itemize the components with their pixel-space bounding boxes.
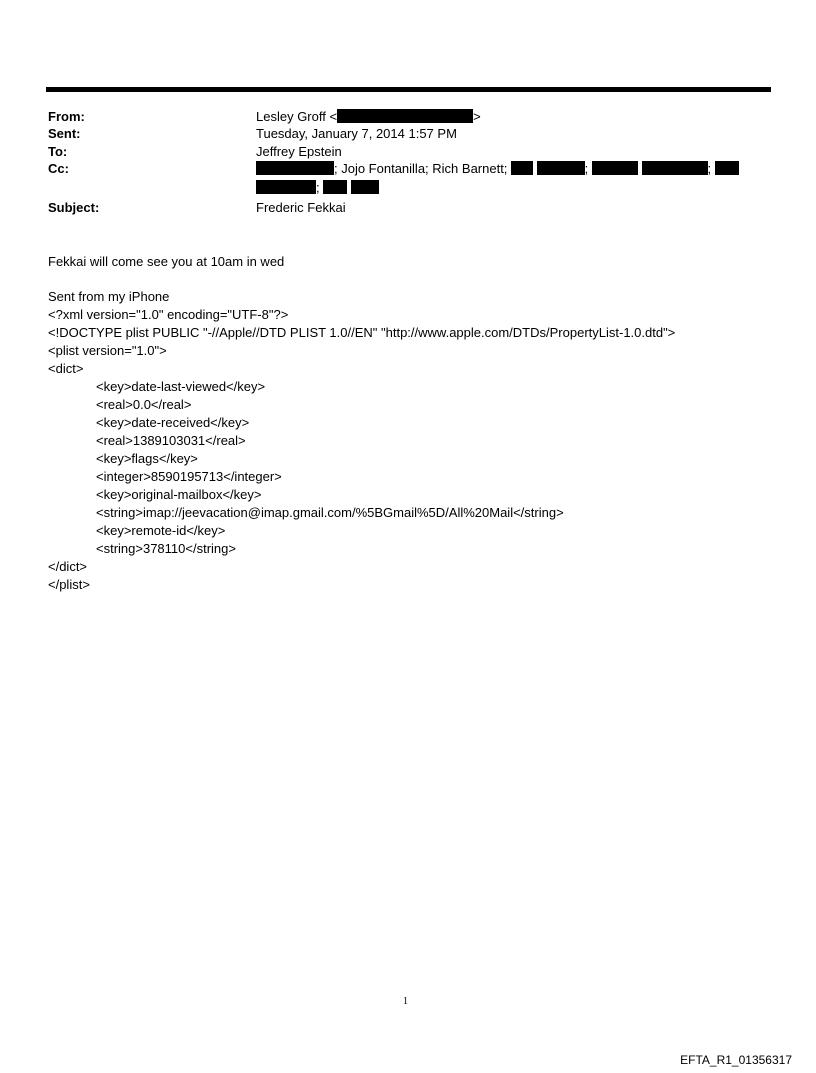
redaction-box: [337, 109, 473, 123]
plist-line: <real>0.0</real>: [96, 397, 192, 412]
cc-names: ; Jojo Fontanilla; Rich Barnett;: [334, 161, 508, 176]
redaction-box: [351, 180, 379, 194]
message-text: Fekkai will come see you at 10am in wed: [48, 254, 285, 269]
cc-sep: ;: [316, 180, 320, 195]
cc-label: Cc:: [48, 161, 69, 176]
plist-line: <key>remote-id</key>: [96, 523, 226, 538]
plist-line: <integer>8590195713</integer>: [96, 469, 282, 484]
document-id: EFTA_R1_01356317: [680, 1053, 792, 1067]
redaction-box: [715, 161, 739, 175]
cc-value-line1: [256, 161, 739, 176]
from-value: [256, 109, 481, 124]
to-value: Jeffrey Epstein: [256, 144, 342, 159]
plist-line: <?xml version="1.0" encoding="UTF-8"?>: [48, 307, 289, 322]
signature-text: Sent from my iPhone: [48, 289, 170, 304]
from-label: From:: [48, 109, 85, 124]
from-name: Lesley Groff <: [256, 109, 338, 124]
plist-line: <real>1389103031</real>: [96, 433, 246, 448]
plist-line: <string>imap://jeevacation@imap.gmail.com/%5BGmail%5D/All%20Mail</string>: [96, 505, 564, 520]
cc-value-line2: [256, 180, 379, 195]
plist-line: <plist version="1.0">: [48, 343, 167, 358]
subject-value: Frederic Fekkai: [256, 200, 346, 215]
redaction-box: [323, 180, 347, 194]
plist-line: </dict>: [48, 559, 88, 574]
sent-label: Sent:: [48, 126, 81, 141]
sent-value: Tuesday, January 7, 2014 1:57 PM: [256, 126, 457, 141]
plist-line: <key>date-last-viewed</key>: [96, 379, 266, 394]
redaction-box: [642, 161, 708, 175]
from-close: >: [473, 109, 481, 124]
redaction-box: [537, 161, 585, 175]
cc-sep: ;: [707, 161, 712, 176]
redaction-box: [511, 161, 533, 175]
subject-label: Subject:: [48, 200, 100, 215]
to-label: To:: [48, 144, 68, 159]
redaction-box: [256, 180, 316, 194]
plist-line: </plist>: [48, 577, 90, 592]
header-rule: [46, 87, 771, 92]
redaction-box: [256, 161, 334, 175]
plist-line: <key>original-mailbox</key>: [96, 487, 262, 502]
plist-line: <!DOCTYPE plist PUBLIC "-//Apple//DTD PLIST 1.0//EN" "http://www.apple.com/DTDs/PropertyList-1.0.dtd">: [48, 325, 676, 340]
cc-sep: ;: [584, 161, 589, 176]
plist-line: <dict>: [48, 361, 84, 376]
redaction-box: [592, 161, 638, 175]
page-number: 1: [403, 996, 408, 1007]
plist-line: <key>date-received</key>: [96, 415, 250, 430]
plist-line: <key>flags</key>: [96, 451, 198, 466]
plist-line: <string>378110</string>: [96, 541, 236, 556]
